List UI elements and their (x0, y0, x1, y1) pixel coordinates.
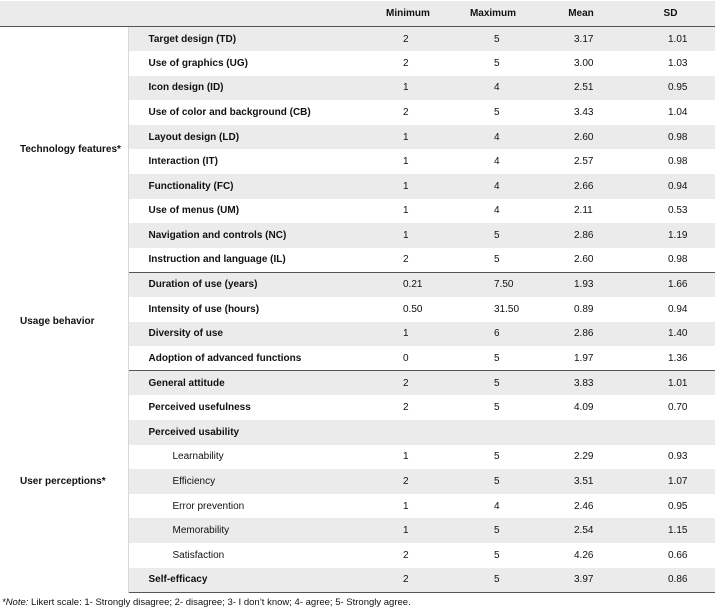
variable-label: Perceived usefulness (148, 402, 251, 414)
mean-cell: 3.51 (536, 469, 626, 494)
minimum-cell: 2 (366, 469, 450, 494)
sd-cell: 1.03 (668, 57, 688, 69)
maximum-cell: 4 (450, 125, 536, 150)
mean-cell: 2.57 (574, 156, 594, 168)
variable-label: Use of menus (UM) (148, 205, 240, 217)
table-row (0, 272, 715, 297)
minimum-cell: 1 (366, 518, 450, 543)
mean-cell: 3.00 (574, 57, 594, 69)
maximum-cell: 4 (450, 76, 536, 101)
minimum-cell: 0.50 (403, 303, 423, 315)
maximum-cell: 5 (494, 57, 500, 69)
variable-label: Error prevention (172, 500, 245, 512)
maximum-cell: 5 (494, 451, 500, 463)
maximum-cell: 5 (494, 549, 500, 561)
minimum-cell: 1 (366, 322, 450, 347)
header-maximum: Maximum (450, 1, 536, 27)
variable-label: Layout design (LD) (128, 125, 366, 150)
group-label: Usage behavior (0, 272, 128, 370)
group-label: User perceptions* (0, 371, 128, 592)
sd-cell: 0.98 (668, 156, 688, 168)
maximum-cell: 5 (450, 223, 536, 248)
variable-label: Functionality (FC) (128, 174, 366, 199)
mean-cell: 2.60 (536, 248, 626, 273)
sd-cell: 0.98 (626, 125, 715, 150)
variable-label: Adoption of advanced functions (128, 346, 366, 371)
mean-cell: 1.97 (536, 346, 626, 371)
header-variable (128, 1, 366, 27)
maximum-cell: 5 (494, 107, 500, 119)
sd-cell: 1.01 (626, 27, 715, 52)
maximum-cell: 5 (450, 346, 536, 371)
maximum-cell: 4 (450, 174, 536, 199)
minimum-cell: 2 (403, 57, 409, 69)
sd-cell: 0.66 (668, 549, 688, 561)
mean-cell: 3.97 (536, 568, 626, 593)
header-row (0, 1, 715, 27)
mean-cell: 2.54 (536, 518, 626, 543)
sd-cell: 0.98 (626, 248, 715, 273)
note-text: Likert scale: 1- Strongly disagree; 2- disagree; 3- I don’t know; 4- agree; 5- Strongly agree. (28, 597, 411, 608)
table-row (0, 27, 715, 52)
variable-label: Self-efficacy (128, 568, 366, 593)
maximum-cell: 4 (494, 156, 500, 168)
mean-cell: 2.29 (574, 451, 594, 463)
minimum-cell: 0 (366, 346, 450, 371)
minimum-cell: 2 (366, 568, 450, 593)
sd-cell: 1.19 (626, 223, 715, 248)
sd-cell: 0.94 (668, 303, 688, 315)
header-minimum: Minimum (366, 1, 450, 27)
group-label: Technology features* (0, 27, 128, 273)
variable-label: Learnability (172, 451, 224, 463)
sd-cell: 1.66 (626, 272, 715, 297)
sd-cell: 1.07 (626, 469, 715, 494)
mean-cell: 3.83 (536, 371, 626, 396)
minimum-cell: 2 (403, 549, 409, 561)
sd-cell: 1.40 (626, 322, 715, 347)
variable-label: Instruction and language (IL) (128, 248, 366, 273)
sd-cell: 0.70 (668, 402, 688, 414)
header-group (0, 1, 128, 27)
variable-label: Navigation and controls (NC) (128, 223, 366, 248)
sd-cell: 0.53 (668, 205, 688, 217)
mean-cell: 2.11 (574, 205, 593, 217)
mean-cell: 1.93 (536, 272, 626, 297)
table-note (2, 597, 411, 608)
sd-cell (626, 420, 715, 445)
sd-cell: 0.95 (626, 76, 715, 101)
mean-cell: 4.09 (574, 402, 594, 414)
variable-label: Interaction (IT) (148, 156, 218, 168)
sd-cell: 1.04 (668, 107, 688, 119)
variable-label: General attitude (128, 371, 366, 396)
mean-cell: 2.86 (536, 223, 626, 248)
minimum-cell: 2 (366, 371, 450, 396)
variable-label: Diversity of use (128, 322, 366, 347)
maximum-cell: 7.50 (450, 272, 536, 297)
sd-cell: 1.15 (626, 518, 715, 543)
sd-cell: 1.01 (626, 371, 715, 396)
note-prefix: *Note: (2, 597, 29, 608)
minimum-cell: 2 (403, 107, 409, 119)
variable-label: Perceived usability (128, 420, 366, 445)
maximum-cell: 6 (450, 322, 536, 347)
maximum-cell: 5 (450, 371, 536, 396)
maximum-cell: 5 (450, 27, 536, 52)
variable-label: Duration of use (years) (128, 272, 366, 297)
minimum-cell: 2 (366, 27, 450, 52)
maximum-cell (450, 420, 536, 445)
sd-cell: 0.95 (668, 500, 688, 512)
minimum-cell: 1 (403, 156, 409, 168)
maximum-cell: 5 (494, 402, 500, 414)
maximum-cell: 4 (494, 205, 500, 217)
minimum-cell: 1 (403, 500, 409, 512)
minimum-cell: 1 (403, 205, 409, 217)
mean-cell: 2.51 (536, 76, 626, 101)
minimum-cell: 1 (403, 451, 409, 463)
maximum-cell: 5 (450, 568, 536, 593)
maximum-cell: 5 (450, 518, 536, 543)
sd-cell: 1.36 (626, 346, 715, 371)
variable-label: Icon design (ID) (128, 76, 366, 101)
descriptive-stats-table (0, 1, 715, 593)
variable-label: Use of color and background (CB) (148, 107, 311, 119)
sd-cell: 0.94 (626, 174, 715, 199)
variable-label: Use of graphics (UG) (148, 57, 248, 69)
variable-label: Efficiency (128, 469, 366, 494)
mean-cell: 2.66 (536, 174, 626, 199)
variable-label: Memorability (128, 518, 366, 543)
mean-cell: 2.86 (536, 322, 626, 347)
variable-label: Target design (TD) (128, 27, 366, 52)
minimum-cell: 1 (366, 174, 450, 199)
variable-label: Satisfaction (172, 549, 225, 561)
maximum-cell: 5 (450, 469, 536, 494)
maximum-cell: 4 (494, 500, 500, 512)
minimum-cell: 2 (366, 248, 450, 273)
mean-cell: 3.17 (536, 27, 626, 52)
maximum-cell: 5 (450, 248, 536, 273)
mean-cell (536, 420, 626, 445)
header-sd: SD (626, 1, 715, 27)
minimum-cell (366, 420, 450, 445)
minimum-cell: 1 (366, 76, 450, 101)
minimum-cell: 0.21 (366, 272, 450, 297)
minimum-cell: 1 (366, 223, 450, 248)
table-row (0, 371, 715, 396)
mean-cell: 2.60 (536, 125, 626, 150)
sd-cell: 0.86 (626, 568, 715, 593)
mean-cell: 0.89 (574, 303, 594, 315)
variable-label: Intensity of use (hours) (148, 303, 260, 315)
mean-cell: 3.43 (574, 107, 594, 119)
minimum-cell: 2 (403, 402, 409, 414)
header-mean: Mean (536, 1, 626, 27)
mean-cell: 4.26 (574, 549, 594, 561)
minimum-cell: 1 (366, 125, 450, 150)
maximum-cell: 31.50 (494, 303, 520, 315)
sd-cell: 0.93 (668, 451, 688, 463)
mean-cell: 2.46 (574, 500, 594, 512)
